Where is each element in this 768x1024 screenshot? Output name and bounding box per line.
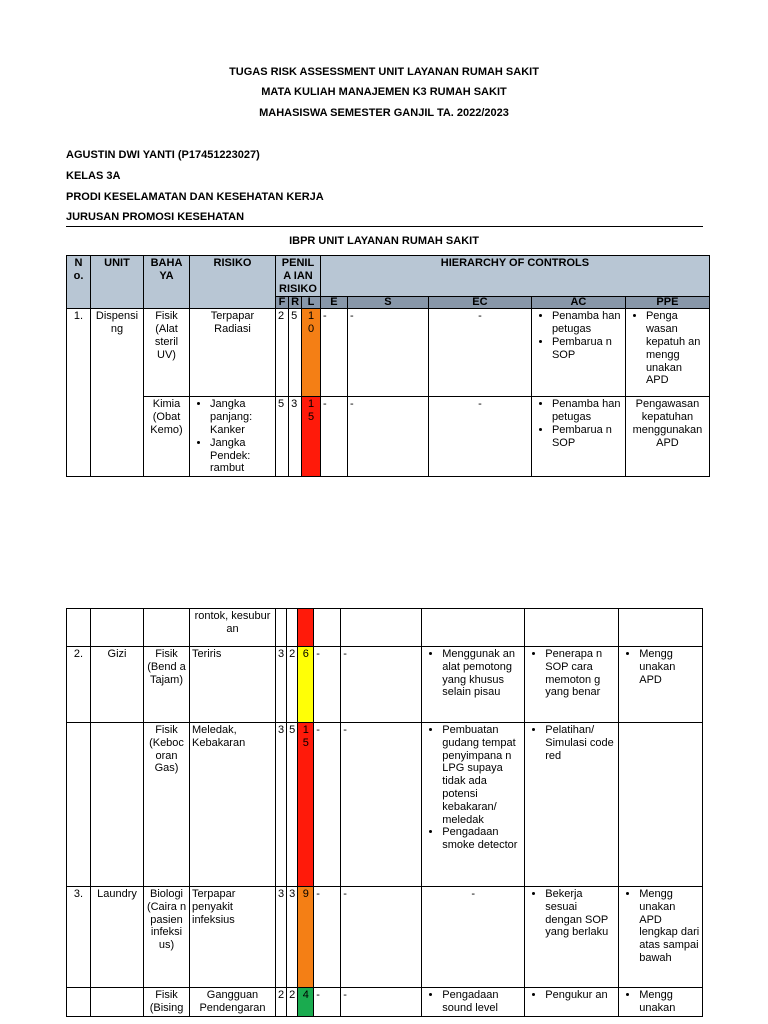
list-item: • Jangka Pendek: rambut — [210, 437, 273, 475]
cell-unit: Dispensi ng — [91, 309, 144, 477]
table-row — [67, 647, 703, 723]
list-item: • Penerapa n SOP cara memoton g yang benar — [545, 648, 616, 699]
cell-l: 9 — [298, 887, 314, 988]
cell-risiko: Terpapar Radiasi — [190, 309, 276, 397]
col-penilaian: PENILA IAN RISIKO — [276, 256, 321, 297]
col-risiko: RISIKO — [190, 256, 276, 309]
cell-e: - — [314, 988, 341, 1017]
cell-s: - — [347, 397, 428, 477]
cell-bahaya: Fisik (Bising — [144, 988, 190, 1017]
cell-e: - — [314, 647, 341, 723]
col-ac: AC — [531, 297, 625, 309]
student-jurusan: JURUSAN PROMOSI KESEHATAN — [66, 211, 245, 223]
list-item: • Jangka panjang: Kanker — [210, 398, 273, 436]
list-item: • Penamba han petugas — [552, 398, 623, 424]
col-hoc: HIERARCHY OF CONTROLS — [320, 256, 709, 297]
list-item: • Pengadaan sound level — [442, 989, 522, 1015]
list-item: • Pembarua n SOP — [552, 424, 623, 450]
cell-unit: Gizi — [91, 647, 144, 723]
cell-ec: - — [428, 309, 531, 397]
cell-s: - — [347, 309, 428, 397]
list-item: • Mengg unakan APD lengkap dari atas sampai bawah — [639, 888, 700, 965]
cell-f: 5 — [276, 397, 289, 477]
cell-ppe — [619, 887, 703, 988]
cell-f: 2 — [276, 309, 289, 397]
cell-l: 1 5 — [302, 397, 321, 477]
cell-ec: - — [428, 397, 531, 477]
cell-s: - — [341, 887, 422, 988]
list-item: • Pembuatan gudang tempat penyimpana n LPG supaya tidak ada potensi kebakaran/ meledak — [442, 724, 522, 826]
cell-e: - — [320, 397, 347, 477]
list-item: • Pembarua n SOP — [552, 336, 623, 362]
col-bahaya: BAHA YA — [144, 256, 190, 309]
cell-r: 5 — [289, 309, 302, 397]
cell-risiko: Teriris — [190, 647, 276, 723]
cell-risiko: rontok, kesubur an — [190, 609, 276, 647]
cell-ppe — [625, 309, 709, 397]
cell-e: - — [314, 723, 341, 887]
list-item: • Pengukur an — [545, 989, 616, 1002]
cell-no: 2. — [67, 647, 91, 723]
cell-ac — [531, 309, 625, 397]
cell-f: 3 — [276, 887, 287, 988]
cell-ac — [531, 397, 625, 477]
student-class: KELAS 3A — [66, 170, 121, 182]
col-no: N o. — [67, 256, 91, 309]
cell-r: 5 — [287, 723, 298, 887]
cell-ac — [525, 887, 619, 988]
cell-e: - — [320, 309, 347, 397]
col-ec: EC — [428, 297, 531, 309]
table-row — [67, 397, 710, 477]
list-item: • Mengg unakan — [639, 989, 700, 1015]
cell-f: 3 — [276, 723, 287, 887]
cell-ec — [422, 647, 525, 723]
cell-r: 3 — [287, 887, 298, 988]
table-row — [67, 887, 703, 988]
cell-s: - — [341, 723, 422, 887]
doc-title-line2: MATA KULIAH MANAJEMEN K3 RUMAH SAKIT — [261, 86, 507, 98]
list-item: • Penga wasan kepatuh an mengg unakan APD — [646, 310, 707, 387]
col-f: F — [276, 297, 289, 309]
cell-risiko: Terpapar penyakit infeksius — [190, 887, 276, 988]
cell-ec — [422, 988, 525, 1017]
cell-no: 3. — [67, 887, 91, 988]
cell-s: - — [341, 647, 422, 723]
cell-r: 3 — [289, 397, 302, 477]
student-name: AGUSTIN DWI YANTI (P17451223027) — [66, 149, 260, 161]
col-l: L — [302, 297, 321, 309]
cell-risiko: Gangguan Pendengaran — [190, 988, 276, 1017]
col-unit: UNIT — [91, 256, 144, 309]
col-r: R — [289, 297, 302, 309]
cell-risiko: Meledak, Kebakaran — [190, 723, 276, 887]
doc-title-line1: TUGAS RISK ASSESSMENT UNIT LAYANAN RUMAH SAKIT — [229, 66, 539, 78]
table-row — [67, 723, 703, 887]
cell-unit: Laundry — [91, 887, 144, 988]
cell-ppe: Pengawasan kepatuhan menggunakan APD — [625, 397, 709, 477]
cell-l: 1 5 — [298, 723, 314, 887]
col-e: E — [320, 297, 347, 309]
cell-risiko — [190, 397, 276, 477]
cell-ac — [525, 988, 619, 1017]
cell-r: 2 — [287, 647, 298, 723]
table-row — [67, 309, 710, 397]
cell-s: - — [341, 988, 422, 1017]
col-ppe: PPE — [625, 297, 709, 309]
cell-bahaya: Fisik (Keboc oran Gas) — [144, 723, 190, 887]
cell-e: - — [314, 887, 341, 988]
cell-r: 2 — [287, 988, 298, 1017]
cell-l: 6 — [298, 647, 314, 723]
cell-ac — [525, 723, 619, 887]
cell-ac — [525, 647, 619, 723]
list-item: • Bekerja sesuai dengan SOP yang berlaku — [545, 888, 616, 939]
cell-l: 4 — [298, 988, 314, 1017]
list-item: • Mengg unakan APD — [639, 648, 700, 686]
cell-bahaya: Fisik (Bend a Tajam) — [144, 647, 190, 723]
table-title: IBPR UNIT LAYANAN RUMAH SAKIT — [289, 235, 479, 247]
cell-l: 1 0 — [302, 309, 321, 397]
doc-title-line3: MAHASISWA SEMESTER GANJIL TA. 2022/2023 — [259, 107, 509, 119]
cell-ec: - — [422, 887, 525, 988]
cell-bahaya: Biologi (Caira n pasien infeksi us) — [144, 887, 190, 988]
list-item: • Pengadaan smoke detector — [442, 826, 522, 852]
cell-bahaya: Kimia (Obat Kemo) — [144, 397, 190, 477]
cell-ppe — [619, 647, 703, 723]
ibpr-table-page1 — [66, 255, 710, 477]
list-item: • Penamba han petugas — [552, 310, 623, 336]
cell-bahaya: Fisik (Alat steril UV) — [144, 309, 190, 397]
list-item: • Menggunak an alat pemotong yang khusus selain pisau — [442, 648, 522, 699]
table-row — [67, 609, 703, 647]
cell-ec — [422, 723, 525, 887]
cell-no: 1. — [67, 309, 91, 477]
col-s: S — [347, 297, 428, 309]
divider-line — [66, 226, 703, 227]
cell-ppe — [619, 988, 703, 1017]
ibpr-table-page2 — [66, 608, 703, 1017]
list-item: • Pelatihan/ Simulasi code red — [545, 724, 616, 762]
cell-f: 2 — [276, 988, 287, 1017]
cell-f: 3 — [276, 647, 287, 723]
student-prodi: PRODI KESELAMATAN DAN KESEHATAN KERJA — [66, 191, 324, 203]
table-row — [67, 988, 703, 1017]
